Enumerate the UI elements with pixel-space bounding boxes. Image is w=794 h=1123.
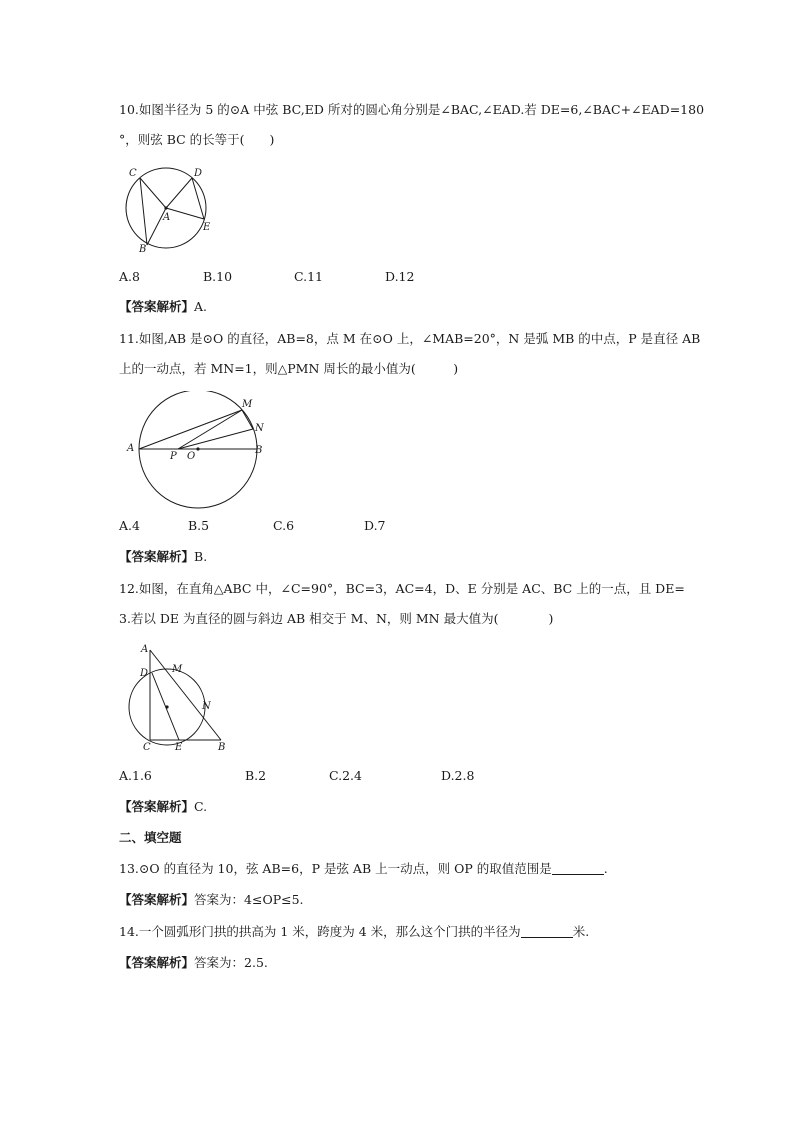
answer-tag: 【答案解析】 xyxy=(119,549,195,564)
label-c: C xyxy=(143,742,151,752)
q11-text-line1: 11.如图,AB 是⊙O 的直径，AB=8，点 M 在⊙O 上，∠MAB=20°，N 是弧 MB 的中点，P 是直径 AB xyxy=(119,331,701,346)
label-a: A xyxy=(141,644,149,655)
q11-answer xyxy=(119,548,207,566)
q11-figure xyxy=(122,391,272,511)
radius-ac xyxy=(140,178,166,208)
q14-text-after: 米. xyxy=(572,924,590,939)
label-c: C xyxy=(129,168,137,179)
q11-option-d: D.7 xyxy=(364,518,386,533)
center-dot xyxy=(165,705,168,708)
q12-option-a: A.1.6 xyxy=(119,768,152,783)
label-a: A xyxy=(127,443,135,454)
q10-option-b: B.10 xyxy=(203,269,233,284)
label-n: N xyxy=(255,423,264,434)
chord-bc xyxy=(140,178,147,245)
label-o: O xyxy=(187,451,196,462)
q13-text-after: . xyxy=(603,861,608,876)
q12-option-d: D.2.8 xyxy=(441,768,475,783)
label-b: B xyxy=(218,742,226,752)
radius-ae xyxy=(166,208,204,219)
segment-mn xyxy=(242,410,253,429)
q14-text xyxy=(119,923,589,941)
q13-text-before: 13.⊙O 的直径为 10，弦 AB=6，P 是弦 AB 上一动点，则 OP 的取值范围是 xyxy=(119,861,552,876)
segment-pm xyxy=(178,410,242,449)
answer-text: B. xyxy=(194,549,208,564)
q13-text xyxy=(119,860,608,878)
answer-blank xyxy=(521,925,573,938)
q14-answer xyxy=(119,954,268,972)
section-heading: 二、填空题 xyxy=(119,830,182,845)
q13-answer xyxy=(119,891,304,909)
q12-option-b: B.2 xyxy=(245,768,267,783)
label-d: D xyxy=(194,168,203,179)
answer-blank xyxy=(552,862,604,875)
q11-option-c: C.6 xyxy=(273,518,295,533)
q11-text-line2: 上的一动点，若 MN=1，则△PMN 周长的最小值为( ) xyxy=(119,361,459,376)
q10-text-line1: 10.如图半径为 5 的⊙A 中弦 BC,ED 所对的圆心角分别是∠BAC,∠EAD.若 DE=6,∠BAC+∠EAD=180 xyxy=(119,102,705,117)
q14-text-before: 14.一个圆弧形门拱的拱高为 1 米，跨度为 4 米，那么这个门拱的半径为 xyxy=(119,924,521,939)
answer-tag: 【答案解析】 xyxy=(119,299,195,314)
answer-text: 答案为：4≤OP≤5. xyxy=(194,892,304,907)
label-d: D xyxy=(140,668,149,679)
label-p: P xyxy=(170,451,177,462)
answer-tag: 【答案解析】 xyxy=(119,892,195,907)
center-dot xyxy=(196,447,199,450)
answer-text: A. xyxy=(194,299,208,314)
q12-figure xyxy=(122,640,237,752)
segment-pn xyxy=(178,429,253,449)
segment-am xyxy=(139,410,242,449)
label-e: E xyxy=(175,742,183,752)
q10-option-a: A.8 xyxy=(119,269,140,284)
label-m: M xyxy=(242,399,253,410)
q12-text-line1: 12.如图，在直角△ABC 中，∠C=90°，BC=3，AC=4，D、E 分别是 AC、BC 上的一点，且 DE= xyxy=(119,581,685,596)
q12-text-line2: 3.若以 DE 为直径的圆与斜边 AB 相交于 M、N，则 MN 最大值为( ) xyxy=(119,611,554,626)
answer-text: 答案为：2.5. xyxy=(194,955,268,970)
answer-tag: 【答案解析】 xyxy=(119,799,195,814)
q12-option-c: C.2.4 xyxy=(329,768,362,783)
label-a: A xyxy=(163,212,171,223)
q10-answer xyxy=(119,298,207,316)
label-e: E xyxy=(203,222,211,233)
q11-option-a: A.4 xyxy=(119,518,140,533)
answer-text: C. xyxy=(194,799,208,814)
q10-option-c: C.11 xyxy=(294,269,323,284)
q10-figure xyxy=(118,162,218,254)
q10-text-line2: °，则弦 BC 的长等于( ) xyxy=(119,132,275,147)
radius-ad xyxy=(166,178,192,208)
center-dot xyxy=(164,206,167,209)
q12-answer xyxy=(119,798,207,816)
label-b: B xyxy=(139,244,147,254)
label-b: B xyxy=(255,445,263,456)
label-m: M xyxy=(172,664,183,675)
answer-tag: 【答案解析】 xyxy=(119,955,195,970)
q10-option-d: D.12 xyxy=(385,269,415,284)
label-n: N xyxy=(202,701,211,712)
q11-option-b: B.5 xyxy=(188,518,210,533)
